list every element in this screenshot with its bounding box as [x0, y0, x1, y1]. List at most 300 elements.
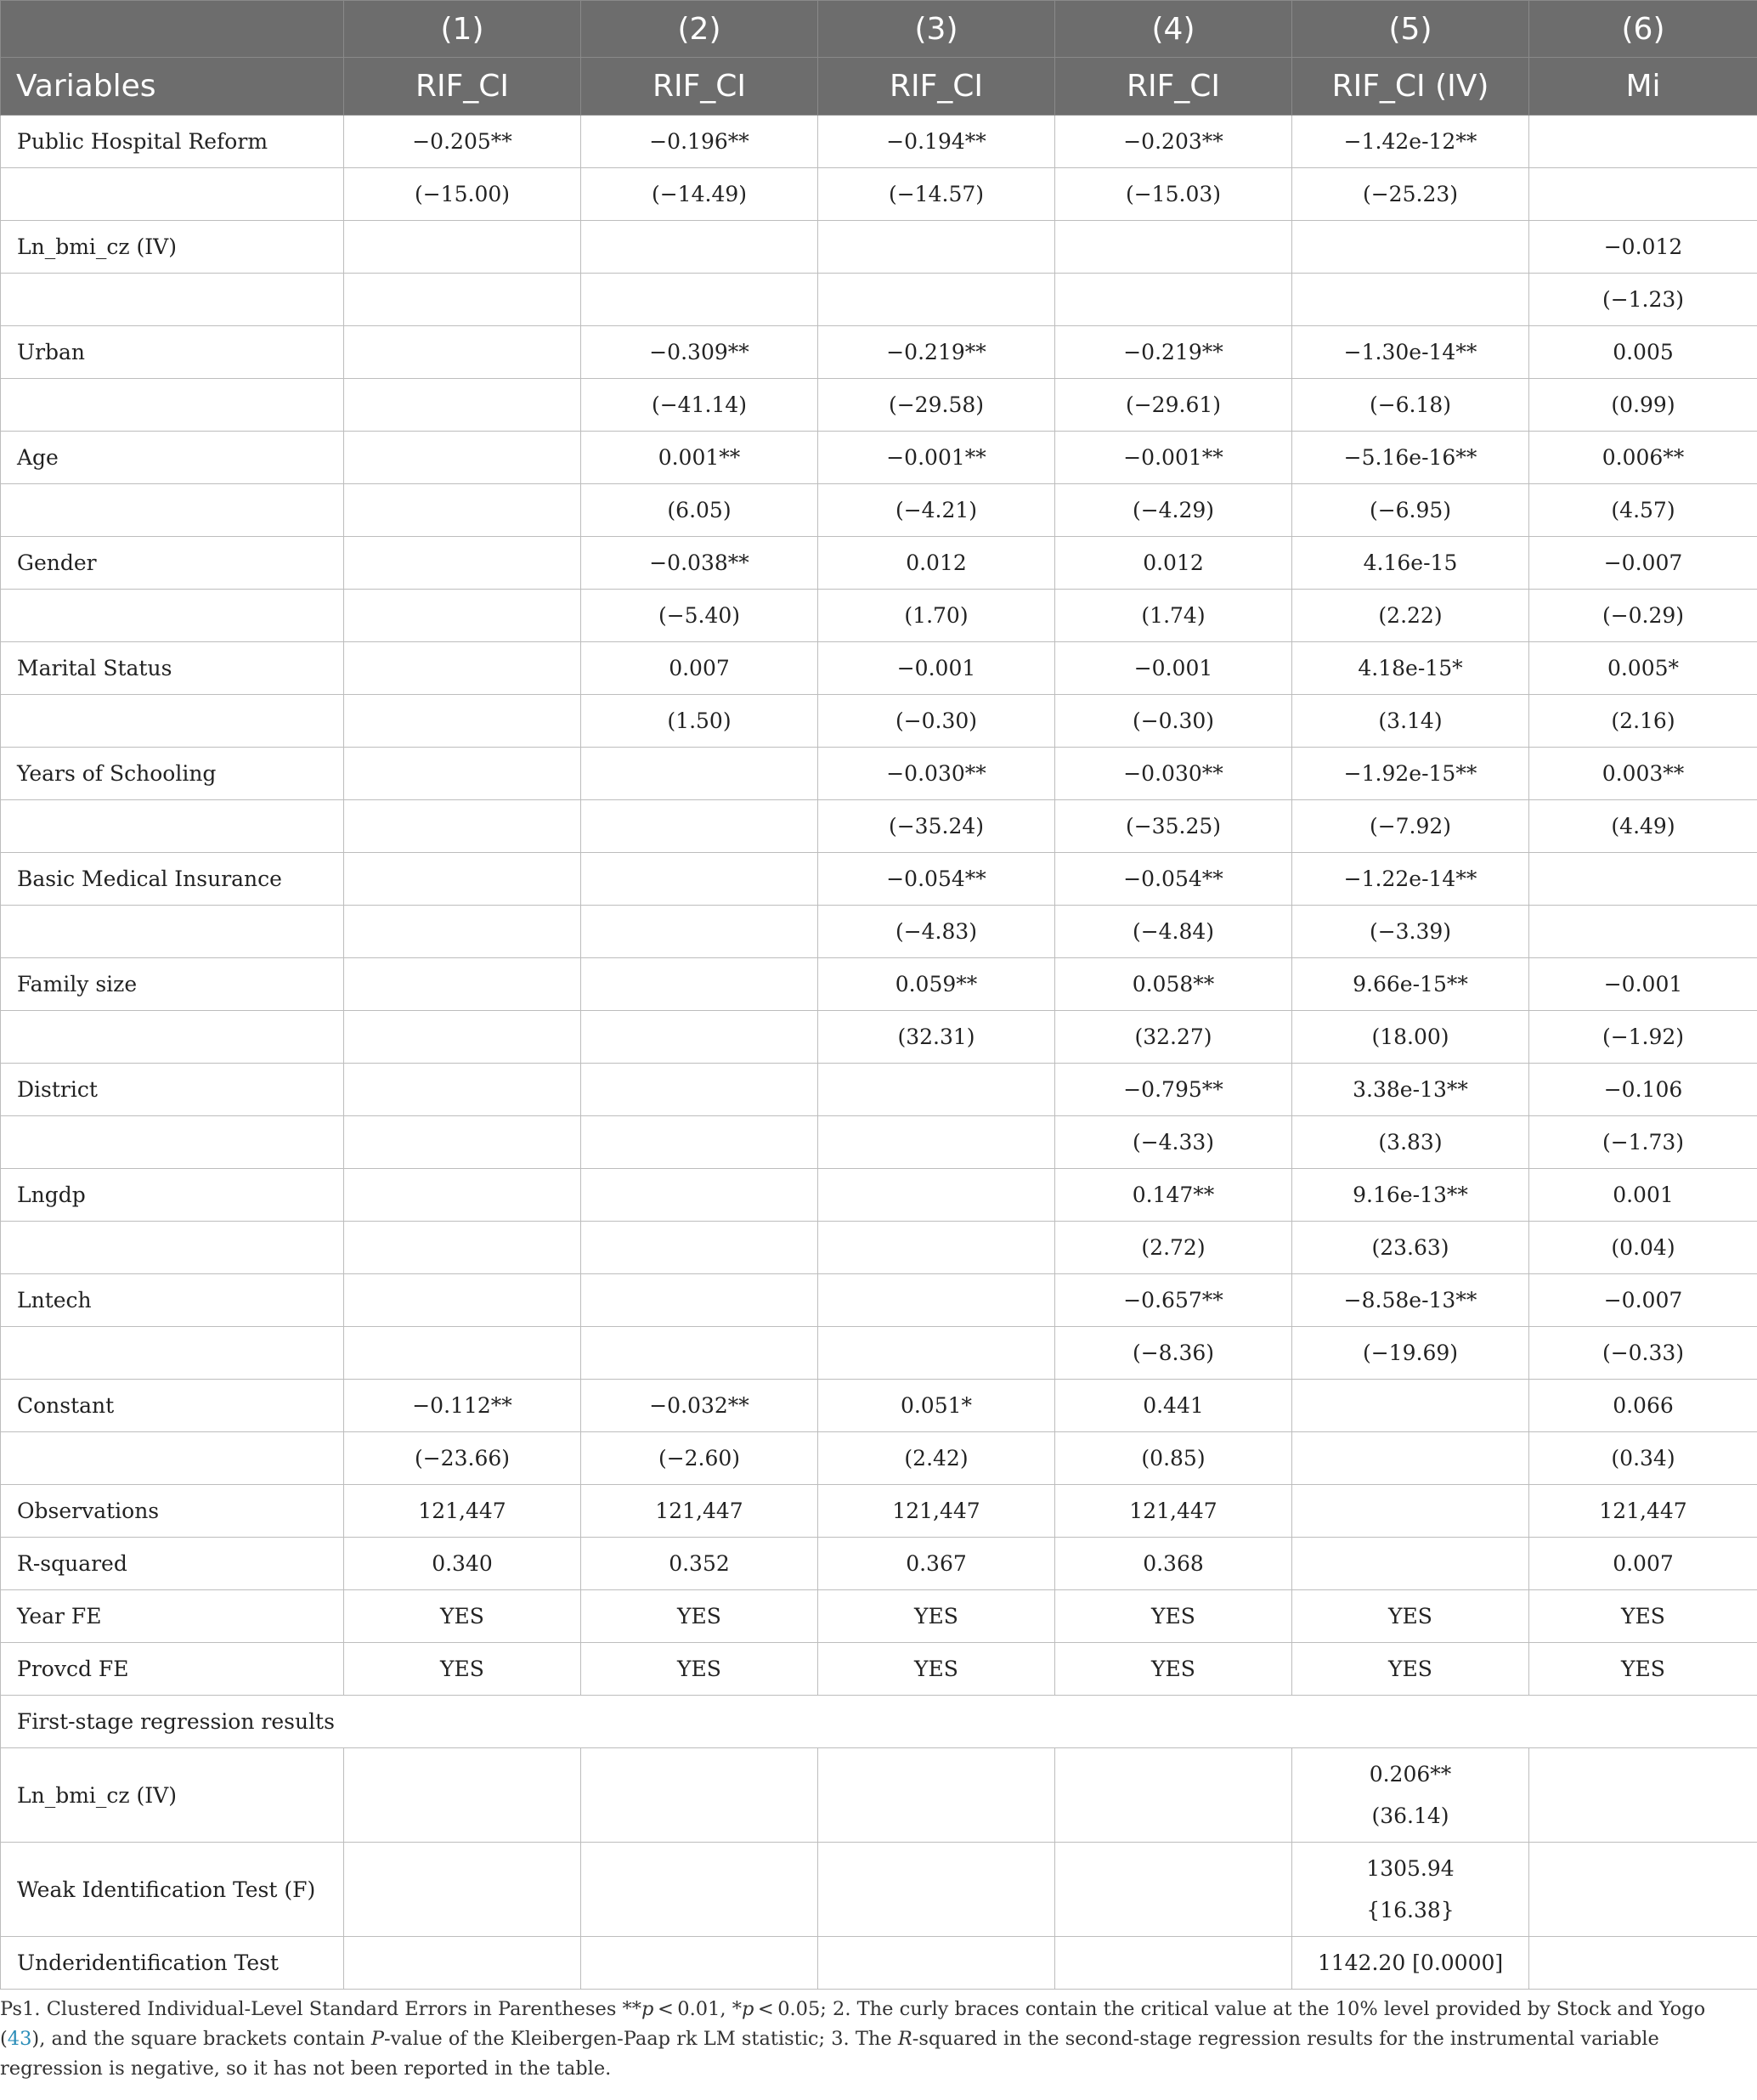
value-cell: 0.012 — [1055, 537, 1292, 590]
value-cell — [344, 326, 581, 379]
row-label — [1, 274, 344, 326]
table-row — [1, 379, 1757, 432]
value-cell — [581, 906, 818, 958]
row-label: Public Hospital Reform — [1, 116, 344, 168]
table-row — [1, 1064, 1757, 1116]
table-row — [1, 1116, 1757, 1169]
value-cell — [1055, 1937, 1292, 1990]
value-cell — [344, 800, 581, 853]
value-cell: YES — [581, 1590, 818, 1643]
value-cell — [344, 537, 581, 590]
value-cell — [818, 1748, 1055, 1843]
value-cell — [581, 1222, 818, 1274]
table-row — [1, 484, 1757, 537]
value-cell — [344, 1169, 581, 1222]
footnote-italic: R — [897, 2028, 912, 2050]
row-label: Age — [1, 432, 344, 484]
value-cell — [344, 1843, 581, 1937]
table-row — [1, 1380, 1757, 1432]
value-cell — [344, 379, 581, 432]
value-cell: −0.112** — [344, 1380, 581, 1432]
value-cell: −0.196** — [581, 116, 818, 168]
value-cell — [818, 1116, 1055, 1169]
value-cell — [818, 221, 1055, 274]
value-cell: −0.007 — [1529, 537, 1757, 590]
value-cell: (4.57) — [1529, 484, 1757, 537]
row-label: Years of Schooling — [1, 748, 344, 800]
value-cell: (−0.33) — [1529, 1327, 1757, 1380]
value-cell: −0.795** — [1055, 1064, 1292, 1116]
header-label-cell: RIF_CI — [581, 58, 818, 116]
value-cell: (−29.58) — [818, 379, 1055, 432]
value-cell: −0.030** — [1055, 748, 1292, 800]
value-cell: (1.70) — [818, 590, 1055, 642]
value-line: 0.206** — [1369, 1762, 1452, 1787]
value-cell: 121,447 — [1055, 1485, 1292, 1538]
value-cell: −0.219** — [1055, 326, 1292, 379]
value-cell: (−1.92) — [1529, 1011, 1757, 1064]
value-cell: (1.74) — [1055, 590, 1292, 642]
footnote-italic: P — [370, 2028, 384, 2050]
first-stage-row — [1, 1937, 1757, 1990]
value-cell: 0.001** — [581, 432, 818, 484]
value-cell: −0.012 — [1529, 221, 1757, 274]
value-cell: (−35.25) — [1055, 800, 1292, 853]
value-cell — [344, 853, 581, 906]
value-cell: (2.22) — [1292, 590, 1529, 642]
value-cell — [344, 958, 581, 1011]
value-cell: −0.205** — [344, 116, 581, 168]
table-row — [1, 537, 1757, 590]
value-cell: (2.72) — [1055, 1222, 1292, 1274]
row-label: Ln_bmi_cz (IV) — [1, 221, 344, 274]
value-cell: YES — [1529, 1590, 1757, 1643]
value-cell: 4.18e-15* — [1292, 642, 1529, 695]
value-cell — [344, 748, 581, 800]
value-cell — [581, 1169, 818, 1222]
value-cell: (32.27) — [1055, 1011, 1292, 1064]
value-cell: −0.309** — [581, 326, 818, 379]
value-cell: (−4.29) — [1055, 484, 1292, 537]
value-cell: (3.14) — [1292, 695, 1529, 748]
value-cell — [344, 432, 581, 484]
value-cell: (−15.03) — [1055, 168, 1292, 221]
value-cell: YES — [818, 1590, 1055, 1643]
row-label: Constant — [1, 1380, 344, 1432]
value-cell — [818, 1064, 1055, 1116]
value-cell: (−14.57) — [818, 168, 1055, 221]
row-label — [1, 1222, 344, 1274]
value-cell — [581, 748, 818, 800]
value-cell — [581, 1937, 818, 1990]
header-number-cell: (2) — [581, 1, 818, 58]
header-number-cell: (5) — [1292, 1, 1529, 58]
value-cell: 0.007 — [1529, 1538, 1757, 1590]
value-cell: (−4.83) — [818, 906, 1055, 958]
table-row — [1, 906, 1757, 958]
header-label-cell: RIF_CI — [1055, 58, 1292, 116]
value-cell: (3.83) — [1292, 1116, 1529, 1169]
value-cell — [1055, 221, 1292, 274]
value-cell: −0.054** — [818, 853, 1055, 906]
value-cell: (−25.23) — [1292, 168, 1529, 221]
value-cell: (−8.36) — [1055, 1327, 1292, 1380]
value-cell: (18.00) — [1292, 1011, 1529, 1064]
row-label: Gender — [1, 537, 344, 590]
value-cell: (−7.92) — [1292, 800, 1529, 853]
table-row — [1, 748, 1757, 800]
value-cell — [344, 1274, 581, 1327]
value-cell — [581, 221, 818, 274]
value-cell: 0.007 — [581, 642, 818, 695]
value-cell — [1529, 1748, 1757, 1843]
value-cell — [1529, 1937, 1757, 1990]
row-label: Provcd FE — [1, 1643, 344, 1696]
value-cell: (−4.21) — [818, 484, 1055, 537]
footnote-italic: p — [741, 1998, 754, 2020]
value-cell: −0.001** — [818, 432, 1055, 484]
footnote-text: ), and the square brackets contain — [31, 2028, 371, 2050]
value-cell: −1.30e-14** — [1292, 326, 1529, 379]
value-cell — [1292, 274, 1529, 326]
table-row — [1, 221, 1757, 274]
table-row — [1, 274, 1757, 326]
footnote-text: Ps1. Clustered Individual-Level Standard Errors in Parentheses ** — [0, 1998, 642, 2020]
row-label — [1, 484, 344, 537]
value-cell — [581, 1064, 818, 1116]
header-row-labels — [1, 58, 1757, 116]
value-cell — [1529, 1843, 1757, 1937]
footnote-text: -squared in the second-stage regression results for the instrumental variable regression is negative, so it has not been reported in the table. — [0, 2028, 1659, 2080]
value-cell — [581, 853, 818, 906]
table-row — [1, 1222, 1757, 1274]
value-cell — [581, 1327, 818, 1380]
value-cell: (−4.33) — [1055, 1116, 1292, 1169]
value-cell: (0.99) — [1529, 379, 1757, 432]
value-cell: 3.38e-13** — [1292, 1064, 1529, 1116]
value-cell — [344, 1116, 581, 1169]
table-row — [1, 695, 1757, 748]
row-label: Observations — [1, 1485, 344, 1538]
value-cell: YES — [344, 1643, 581, 1696]
value-cell: 4.16e-15 — [1292, 537, 1529, 590]
value-cell: −0.032** — [581, 1380, 818, 1432]
value-cell — [1529, 116, 1757, 168]
table-row — [1, 1169, 1757, 1222]
header-number-cell: (1) — [344, 1, 581, 58]
value-cell — [1292, 1380, 1529, 1432]
value-cell: (−14.49) — [581, 168, 818, 221]
value-cell: (32.31) — [818, 1011, 1055, 1064]
value-cell: 0.066 — [1529, 1380, 1757, 1432]
value-cell — [344, 1748, 581, 1843]
table-row — [1, 326, 1757, 379]
value-cell: (−6.95) — [1292, 484, 1529, 537]
table-header — [1, 1, 1757, 116]
value-cell: (−41.14) — [581, 379, 818, 432]
value-cell: (0.04) — [1529, 1222, 1757, 1274]
value-cell — [581, 1011, 818, 1064]
value-cell: YES — [1292, 1590, 1529, 1643]
value-cell: −0.001 — [1055, 642, 1292, 695]
value-cell: −1.22e-14** — [1292, 853, 1529, 906]
footnote-text: < 0.05; 2. The curly braces contain the critical value at the 10% level provided by Stock and Yogo ( — [0, 1998, 1706, 2050]
row-label — [1, 590, 344, 642]
row-label — [1, 168, 344, 221]
footnote-italic: p — [641, 1998, 654, 2020]
first-stage-row — [1, 1748, 1757, 1843]
value-cell — [581, 1116, 818, 1169]
value-cell — [1529, 168, 1757, 221]
value-cell — [1529, 906, 1757, 958]
table-row — [1, 432, 1757, 484]
header-row-numbers — [1, 1, 1757, 58]
table-row — [1, 116, 1757, 168]
value-line: {16.38} — [1366, 1898, 1455, 1922]
value-cell: 0.058** — [1055, 958, 1292, 1011]
value-cell: 0.005* — [1529, 642, 1757, 695]
value-cell — [818, 1222, 1055, 1274]
value-cell: YES — [818, 1643, 1055, 1696]
value-line: 1305.94 — [1366, 1856, 1455, 1881]
value-cell — [344, 1937, 581, 1990]
value-cell: −0.001 — [818, 642, 1055, 695]
value-cell: −0.106 — [1529, 1064, 1757, 1116]
value-cell: −0.054** — [1055, 853, 1292, 906]
value-cell: 121,447 — [1529, 1485, 1757, 1538]
row-label — [1, 379, 344, 432]
value-cell: −0.038** — [581, 537, 818, 590]
value-cell: (−1.23) — [1529, 274, 1757, 326]
value-cell: 0.006** — [1529, 432, 1757, 484]
header-label-cell: RIF_CI — [818, 58, 1055, 116]
value-cell: (−4.84) — [1055, 906, 1292, 958]
table-row — [1, 642, 1757, 695]
table-row — [1, 958, 1757, 1011]
value-cell — [1292, 1748, 1529, 1843]
row-label: Family size — [1, 958, 344, 1011]
row-label: Year FE — [1, 1590, 344, 1643]
row-label — [1, 906, 344, 958]
value-cell: (−5.40) — [581, 590, 818, 642]
table-row — [1, 1538, 1757, 1590]
value-cell: (2.16) — [1529, 695, 1757, 748]
value-cell: 121,447 — [581, 1485, 818, 1538]
value-cell — [818, 274, 1055, 326]
value-cell: −0.001 — [1529, 958, 1757, 1011]
value-cell — [1055, 1843, 1292, 1937]
value-cell — [344, 1327, 581, 1380]
value-cell — [581, 1274, 818, 1327]
value-cell — [344, 1222, 581, 1274]
value-cell — [581, 1843, 818, 1937]
value-cell: 9.66e-15** — [1292, 958, 1529, 1011]
section-row — [1, 1696, 1757, 1748]
value-cell: YES — [344, 1590, 581, 1643]
row-label: Weak Identification Test (F) — [1, 1843, 344, 1937]
value-cell: −0.203** — [1055, 116, 1292, 168]
value-cell — [344, 274, 581, 326]
value-cell — [344, 642, 581, 695]
row-label: Urban — [1, 326, 344, 379]
value-cell: (4.49) — [1529, 800, 1757, 853]
value-cell: −1.92e-15** — [1292, 748, 1529, 800]
value-cell — [581, 1748, 818, 1843]
value-cell — [1529, 853, 1757, 906]
value-cell: (23.63) — [1292, 1222, 1529, 1274]
header-label-cell: RIF_CI — [344, 58, 581, 116]
value-cell — [1292, 1432, 1529, 1485]
value-cell — [344, 590, 581, 642]
value-cell: YES — [581, 1643, 818, 1696]
value-cell: −8.58e-13** — [1292, 1274, 1529, 1327]
row-label: R-squared — [1, 1538, 344, 1590]
row-label: Underidentification Test — [1, 1937, 344, 1990]
value-cell — [581, 274, 818, 326]
footnote-text: -value of the Kleibergen-Paap rk LM statistic; 3. The — [383, 2028, 898, 2050]
value-cell: −0.219** — [818, 326, 1055, 379]
value-cell — [581, 800, 818, 853]
value-cell: 0.001 — [1529, 1169, 1757, 1222]
value-cell: (−1.73) — [1529, 1116, 1757, 1169]
value-cell — [1055, 1748, 1292, 1843]
row-label: Ln_bmi_cz (IV) — [1, 1748, 344, 1843]
value-cell: (−29.61) — [1055, 379, 1292, 432]
value-cell — [344, 1011, 581, 1064]
value-cell: 121,447 — [344, 1485, 581, 1538]
header-label-cell: Variables — [1, 58, 344, 116]
value-cell — [1292, 1538, 1529, 1590]
table-row — [1, 1432, 1757, 1485]
value-cell: 0.367 — [818, 1538, 1055, 1590]
table-row — [1, 1590, 1757, 1643]
row-label — [1, 1116, 344, 1169]
header-label-cell: RIF_CI (IV) — [1292, 58, 1529, 116]
value-cell: 0.368 — [1055, 1538, 1292, 1590]
row-label: Basic Medical Insurance — [1, 853, 344, 906]
value-cell: (0.34) — [1529, 1432, 1757, 1485]
table-footnote — [0, 1995, 1742, 2084]
row-label — [1, 800, 344, 853]
value-cell: −0.030** — [818, 748, 1055, 800]
table-row — [1, 168, 1757, 221]
value-cell: 0.005 — [1529, 326, 1757, 379]
row-label — [1, 1432, 344, 1485]
value-cell: 9.16e-13** — [1292, 1169, 1529, 1222]
value-cell: YES — [1292, 1643, 1529, 1696]
value-cell — [1292, 1843, 1529, 1937]
value-cell: 0.012 — [818, 537, 1055, 590]
value-cell — [1292, 1485, 1529, 1538]
value-cell: (−6.18) — [1292, 379, 1529, 432]
value-cell: (0.85) — [1055, 1432, 1292, 1485]
value-cell: YES — [1529, 1643, 1757, 1696]
table-row — [1, 1274, 1757, 1327]
value-cell — [1292, 221, 1529, 274]
table-row — [1, 590, 1757, 642]
value-cell: −5.16e-16** — [1292, 432, 1529, 484]
table-row — [1, 1011, 1757, 1064]
reference-link[interactable]: 43 — [7, 2028, 32, 2050]
header-number-cell: (3) — [818, 1, 1055, 58]
value-cell: −1.42e-12** — [1292, 116, 1529, 168]
value-cell: 1142.20 [0.0000] — [1292, 1937, 1529, 1990]
table-row — [1, 1485, 1757, 1538]
section-label: First-stage regression results — [1, 1696, 1757, 1748]
value-cell: −0.007 — [1529, 1274, 1757, 1327]
value-cell: (1.50) — [581, 695, 818, 748]
row-label: Lngdp — [1, 1169, 344, 1222]
table-row — [1, 1327, 1757, 1380]
value-cell: (−23.66) — [344, 1432, 581, 1485]
table-row — [1, 1643, 1757, 1696]
value-cell: −0.194** — [818, 116, 1055, 168]
value-cell: (−35.24) — [818, 800, 1055, 853]
value-cell: 0.441 — [1055, 1380, 1292, 1432]
value-cell: −0.001** — [1055, 432, 1292, 484]
value-cell — [1055, 274, 1292, 326]
value-cell — [818, 1327, 1055, 1380]
row-label — [1, 1011, 344, 1064]
row-label: Marital Status — [1, 642, 344, 695]
value-cell: YES — [1055, 1643, 1292, 1696]
row-label: Lntech — [1, 1274, 344, 1327]
value-cell — [344, 906, 581, 958]
value-cell — [581, 958, 818, 1011]
value-cell — [818, 1169, 1055, 1222]
table-body — [1, 116, 1757, 1990]
header-label-cell: Mi — [1529, 58, 1757, 116]
value-cell: (2.42) — [818, 1432, 1055, 1485]
value-cell: (−2.60) — [581, 1432, 818, 1485]
value-cell: 0.059** — [818, 958, 1055, 1011]
first-stage-row — [1, 1843, 1757, 1937]
value-cell — [344, 221, 581, 274]
value-cell: 0.147** — [1055, 1169, 1292, 1222]
value-cell: (−15.00) — [344, 168, 581, 221]
value-cell: −0.657** — [1055, 1274, 1292, 1327]
value-cell: 0.340 — [344, 1538, 581, 1590]
value-cell: 0.051* — [818, 1380, 1055, 1432]
value-cell — [818, 1843, 1055, 1937]
value-cell — [818, 1274, 1055, 1327]
value-cell: (6.05) — [581, 484, 818, 537]
value-cell — [344, 695, 581, 748]
footnote-text: < 0.01, * — [653, 1998, 742, 2020]
table-row — [1, 800, 1757, 853]
value-cell: (−19.69) — [1292, 1327, 1529, 1380]
header-number-cell — [1, 1, 344, 58]
header-number-cell: (6) — [1529, 1, 1757, 58]
value-cell — [344, 484, 581, 537]
value-cell: (−3.39) — [1292, 906, 1529, 958]
row-label: District — [1, 1064, 344, 1116]
value-cell: (−0.30) — [1055, 695, 1292, 748]
table-row — [1, 853, 1757, 906]
header-number-cell: (4) — [1055, 1, 1292, 58]
value-cell: 121,447 — [818, 1485, 1055, 1538]
value-cell: (−0.30) — [818, 695, 1055, 748]
value-cell: 0.352 — [581, 1538, 818, 1590]
value-line: (36.14) — [1371, 1804, 1449, 1828]
value-cell: (−0.29) — [1529, 590, 1757, 642]
value-cell — [344, 1064, 581, 1116]
value-cell: YES — [1055, 1590, 1292, 1643]
row-label — [1, 1327, 344, 1380]
value-cell: 0.003** — [1529, 748, 1757, 800]
row-label — [1, 695, 344, 748]
value-cell — [818, 1937, 1055, 1990]
